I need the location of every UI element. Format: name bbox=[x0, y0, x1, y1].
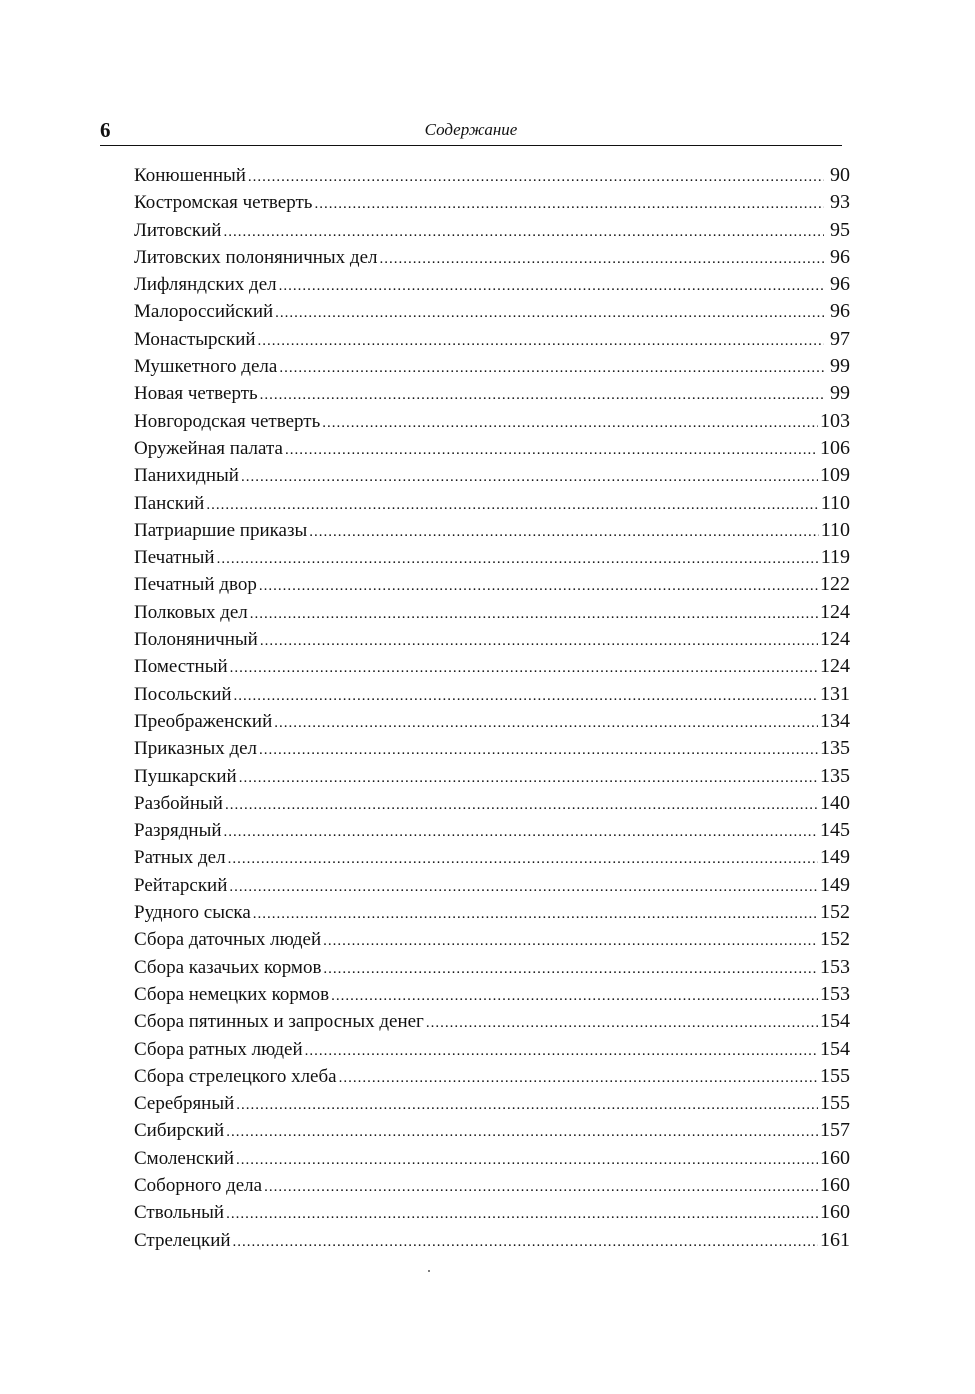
toc-entry bbox=[134, 571, 850, 598]
dot-leader bbox=[279, 355, 824, 382]
dot-leader bbox=[322, 410, 818, 437]
toc-entry-page: 124 bbox=[820, 628, 850, 651]
toc-entry-page: 97 bbox=[830, 327, 850, 350]
dot-leader bbox=[323, 928, 818, 955]
toc-entry-page: 155 bbox=[820, 1064, 850, 1087]
toc-entry-page: 135 bbox=[820, 737, 850, 760]
toc-entry bbox=[134, 926, 850, 953]
dot-leader bbox=[380, 246, 824, 273]
dot-leader bbox=[259, 737, 818, 764]
dot-leader bbox=[224, 819, 818, 846]
header-rule bbox=[100, 145, 842, 146]
toc-entry-page: 103 bbox=[820, 409, 850, 432]
toc-entry-title: Разбойный bbox=[134, 792, 223, 814]
toc-entry-page: 131 bbox=[820, 682, 850, 705]
toc-entry-title: Панихидный bbox=[134, 465, 239, 487]
dot-leader bbox=[250, 601, 818, 628]
toc-entry bbox=[134, 899, 850, 926]
toc-entry bbox=[134, 817, 850, 844]
toc-entry-title: Патриаршие приказы bbox=[134, 519, 308, 541]
toc-entry bbox=[134, 599, 850, 626]
toc-entry-page: 161 bbox=[820, 1228, 850, 1251]
toc-entry-page: 135 bbox=[820, 764, 850, 787]
dot-leader bbox=[223, 219, 824, 246]
dot-leader bbox=[260, 628, 818, 655]
toc-entry-page: 99 bbox=[830, 355, 850, 378]
toc-entry bbox=[134, 981, 850, 1008]
toc-entry-title: Костромская четверть bbox=[134, 192, 313, 214]
toc-entry-title: Литовский bbox=[134, 219, 222, 241]
toc-entry-title: Полковых дел bbox=[134, 601, 248, 623]
toc-entry bbox=[134, 844, 850, 871]
toc-entry bbox=[134, 462, 850, 489]
toc-entry-title: Сбора пятинных и запросных денег bbox=[134, 1011, 424, 1033]
toc-entry-page: 106 bbox=[820, 436, 850, 459]
toc-entry-page: 109 bbox=[820, 464, 850, 487]
toc-entry-page: 134 bbox=[820, 709, 850, 732]
toc-entry-title: Смоленский bbox=[134, 1147, 235, 1169]
toc-entry-title: Конюшенный bbox=[134, 165, 246, 186]
toc-entry-title: Малороссийский bbox=[134, 301, 274, 323]
toc-entry-page: 96 bbox=[830, 273, 850, 296]
dot-leader bbox=[253, 901, 818, 928]
toc-entry-title: Сбора ратных людей bbox=[134, 1038, 303, 1060]
running-title: Содержание bbox=[424, 120, 518, 139]
toc-entry-page: 152 bbox=[820, 928, 850, 951]
toc-entry bbox=[134, 353, 850, 380]
toc-entry-title: Печатный bbox=[134, 547, 215, 569]
toc-entry bbox=[134, 490, 850, 517]
dot-leader bbox=[274, 710, 818, 737]
toc-entry-title: Сибирский bbox=[134, 1120, 225, 1142]
toc-entry bbox=[134, 790, 850, 817]
dot-leader bbox=[331, 983, 818, 1010]
toc-entry-page: 160 bbox=[820, 1173, 850, 1196]
dot-leader bbox=[309, 519, 818, 546]
toc-entry-title: Преображенский bbox=[134, 710, 273, 732]
toc-entry-page: 110 bbox=[820, 518, 850, 541]
toc-entry-page: 140 bbox=[820, 791, 850, 814]
toc-entry-title: Приказных дел bbox=[134, 738, 258, 760]
toc-entry-title: Посольский bbox=[134, 683, 232, 705]
toc-entry bbox=[134, 408, 850, 435]
dot-leader bbox=[226, 1119, 818, 1146]
page-number: 6 bbox=[100, 118, 111, 142]
dot-leader bbox=[229, 874, 818, 901]
toc-entry-page: 124 bbox=[820, 600, 850, 623]
toc-entry-title: Лифляндских дел bbox=[134, 274, 277, 296]
toc-entry bbox=[134, 435, 850, 462]
toc-entry bbox=[134, 1227, 850, 1254]
toc-entry bbox=[134, 217, 850, 244]
toc-entry bbox=[134, 271, 850, 298]
toc-entry-page: 119 bbox=[820, 546, 850, 569]
toc-entry-page: 124 bbox=[820, 655, 850, 678]
toc-entry bbox=[134, 1008, 850, 1035]
dot-leader bbox=[234, 683, 818, 710]
dot-leader bbox=[236, 1092, 818, 1119]
toc-entry-page: 154 bbox=[820, 1037, 850, 1060]
dot-leader bbox=[260, 382, 824, 409]
toc-entry-title: Поместный bbox=[134, 656, 228, 678]
toc-entry-page: 96 bbox=[830, 245, 850, 268]
toc-entry-page: 110 bbox=[820, 491, 850, 514]
toc-entry-title: Ратных дел bbox=[134, 847, 226, 869]
toc-entry-title: Мушкетного дела bbox=[134, 356, 278, 378]
scan-speck bbox=[428, 1270, 430, 1272]
toc-entry bbox=[134, 298, 850, 325]
dot-leader bbox=[264, 1174, 818, 1201]
toc-entry-title: Полоняничный bbox=[134, 629, 258, 651]
toc-entry bbox=[134, 244, 850, 271]
dot-leader bbox=[258, 328, 824, 355]
toc-entry-page: 153 bbox=[820, 955, 850, 978]
toc-entry-title: Ствольный bbox=[134, 1202, 225, 1224]
toc-entry-page: 93 bbox=[830, 191, 850, 214]
toc-entry-title: Монастырский bbox=[134, 328, 256, 350]
toc-entry-title: Стрелецкий bbox=[134, 1229, 231, 1251]
toc-entry-title: Литовских полоняничных дел bbox=[134, 246, 378, 268]
toc-entry-title: Сбора немецких кормов bbox=[134, 983, 330, 1005]
toc-entry bbox=[134, 653, 850, 680]
toc-entry-page: 160 bbox=[820, 1146, 850, 1169]
dot-leader bbox=[230, 655, 818, 682]
toc-entry-page: 152 bbox=[820, 901, 850, 924]
toc-entry-page: 155 bbox=[820, 1092, 850, 1115]
toc-entry-page: 145 bbox=[820, 819, 850, 842]
toc-entry bbox=[134, 1199, 850, 1226]
toc-entry bbox=[134, 626, 850, 653]
toc-entry-title: Сбора даточных людей bbox=[134, 929, 322, 951]
toc-entry-page: 122 bbox=[820, 573, 850, 596]
toc-entry-page: 157 bbox=[820, 1119, 850, 1142]
dot-leader bbox=[248, 164, 824, 191]
toc-entry bbox=[134, 517, 850, 544]
toc-entry bbox=[134, 1063, 850, 1090]
toc-entry-page: 96 bbox=[830, 300, 850, 323]
toc-entry bbox=[134, 735, 850, 762]
dot-leader bbox=[323, 956, 818, 983]
toc-entry-title: Пушкарский bbox=[134, 765, 237, 787]
dot-leader bbox=[236, 1147, 818, 1174]
toc-entry-page: 149 bbox=[820, 846, 850, 869]
toc-entry-page: 90 bbox=[830, 164, 850, 186]
toc-entry-title: Сбора казачьих кормов bbox=[134, 956, 322, 978]
toc-entry bbox=[134, 763, 850, 790]
dot-leader bbox=[226, 1201, 818, 1228]
toc-entry-title: Новгородская четверть bbox=[134, 410, 321, 432]
toc-entry-title: Сбора стрелецкого хлеба bbox=[134, 1065, 337, 1087]
toc-entry bbox=[134, 681, 850, 708]
dot-leader bbox=[239, 765, 818, 792]
toc-entry bbox=[134, 954, 850, 981]
toc-entry bbox=[134, 380, 850, 407]
dot-leader bbox=[279, 273, 824, 300]
dot-leader bbox=[241, 464, 818, 491]
toc-entry-page: 160 bbox=[820, 1201, 850, 1224]
toc-entry bbox=[134, 162, 850, 189]
page-header bbox=[100, 118, 842, 146]
toc-entry bbox=[134, 1145, 850, 1172]
toc-entry-page: 154 bbox=[820, 1010, 850, 1033]
toc-entry bbox=[134, 189, 850, 216]
dot-leader bbox=[426, 1010, 818, 1037]
toc-entry bbox=[134, 1036, 850, 1063]
dot-leader bbox=[305, 1038, 818, 1065]
toc-entry-title: Панский bbox=[134, 492, 205, 514]
toc-entry-title: Рудного сыска bbox=[134, 902, 251, 924]
toc-entry bbox=[134, 326, 850, 353]
toc-entry-title: Серебряный bbox=[134, 1093, 235, 1115]
dot-leader bbox=[339, 1065, 818, 1092]
toc-entry bbox=[134, 544, 850, 571]
dot-leader bbox=[233, 1229, 818, 1256]
toc-entry bbox=[134, 708, 850, 735]
toc-entry-title: Печатный двор bbox=[134, 574, 257, 596]
toc-entry bbox=[134, 872, 850, 899]
dot-leader bbox=[285, 437, 818, 464]
toc-entry bbox=[134, 1117, 850, 1144]
dot-leader bbox=[217, 546, 819, 573]
toc-entry-title: Разрядный bbox=[134, 820, 222, 842]
dot-leader bbox=[206, 492, 818, 519]
toc-entry-title: Рейтарский bbox=[134, 874, 228, 896]
toc-entry-title: Соборного дела bbox=[134, 1174, 263, 1196]
toc-entry-page: 99 bbox=[830, 382, 850, 405]
toc-entry-page: 149 bbox=[820, 873, 850, 896]
dot-leader bbox=[259, 573, 818, 600]
dot-leader bbox=[314, 191, 824, 218]
dot-leader bbox=[228, 846, 818, 873]
toc-entry-page: 153 bbox=[820, 982, 850, 1005]
toc-entry-title: Оружейная палата bbox=[134, 437, 283, 459]
table-of-contents bbox=[134, 162, 850, 1254]
toc-entry-title: Новая четверть bbox=[134, 383, 258, 405]
toc-entry bbox=[134, 1172, 850, 1199]
toc-entry-page: 95 bbox=[830, 218, 850, 241]
dot-leader bbox=[275, 300, 824, 327]
toc-entry bbox=[134, 1090, 850, 1117]
dot-leader bbox=[225, 792, 818, 819]
